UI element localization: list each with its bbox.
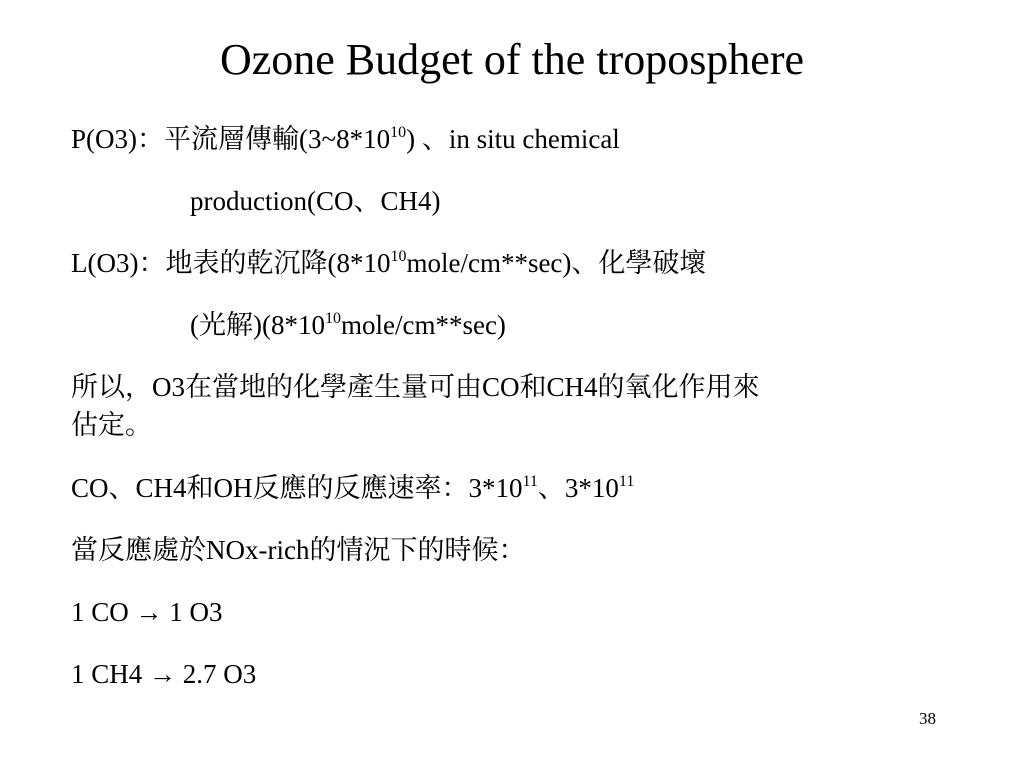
p-o3-line xyxy=(71,122,620,161)
slide-title: Ozone Budget of the troposphere xyxy=(219,35,805,84)
rates-exponent-2: 11 xyxy=(618,473,635,490)
ch4-yield-line: 1 CH4 → 2.7 O3 xyxy=(71,659,257,689)
l-o3-continuation xyxy=(190,308,506,347)
l-o3-cont-text: (光解)(8*10 xyxy=(190,310,325,340)
p-o3-text: P(O3)：平流層傳輸(3~8*10 xyxy=(71,124,391,154)
conclusion-line-1: 所以，O3在當地的化學產生量可由CO和CH4的氧化作用來 xyxy=(71,372,760,402)
reaction-rates-line xyxy=(71,471,634,510)
p-o3-continuation: production(CO、CH4) xyxy=(190,186,441,216)
l-o3-line xyxy=(71,246,706,285)
nox-rich-line: 當反應處於NOx-rich的情況下的時候： xyxy=(71,535,526,565)
rates-exponent-1: 11 xyxy=(522,473,538,490)
page-number: 38 xyxy=(919,709,936,728)
l-o3-text-end: mole/cm**sec)、化學破壞 xyxy=(406,248,707,278)
conclusion-line-2: 估定。 xyxy=(71,410,152,440)
l-o3-cont-exponent: 10 xyxy=(324,310,341,327)
l-o3-cont-text-end: mole/cm**sec) xyxy=(340,310,506,340)
l-o3-text: L(O3)：地表的乾沉降(8*10 xyxy=(71,248,391,278)
co-yield-line: 1 CO → 1 O3 xyxy=(71,597,223,627)
rates-text-2: 、3*10 xyxy=(537,473,619,503)
p-o3-exponent: 10 xyxy=(390,124,407,141)
rates-text: CO、CH4和OH反應的反應速率：3*10 xyxy=(71,473,523,503)
p-o3-text-end: ) 、in situ chemical xyxy=(406,124,620,154)
l-o3-exponent: 10 xyxy=(390,248,407,265)
